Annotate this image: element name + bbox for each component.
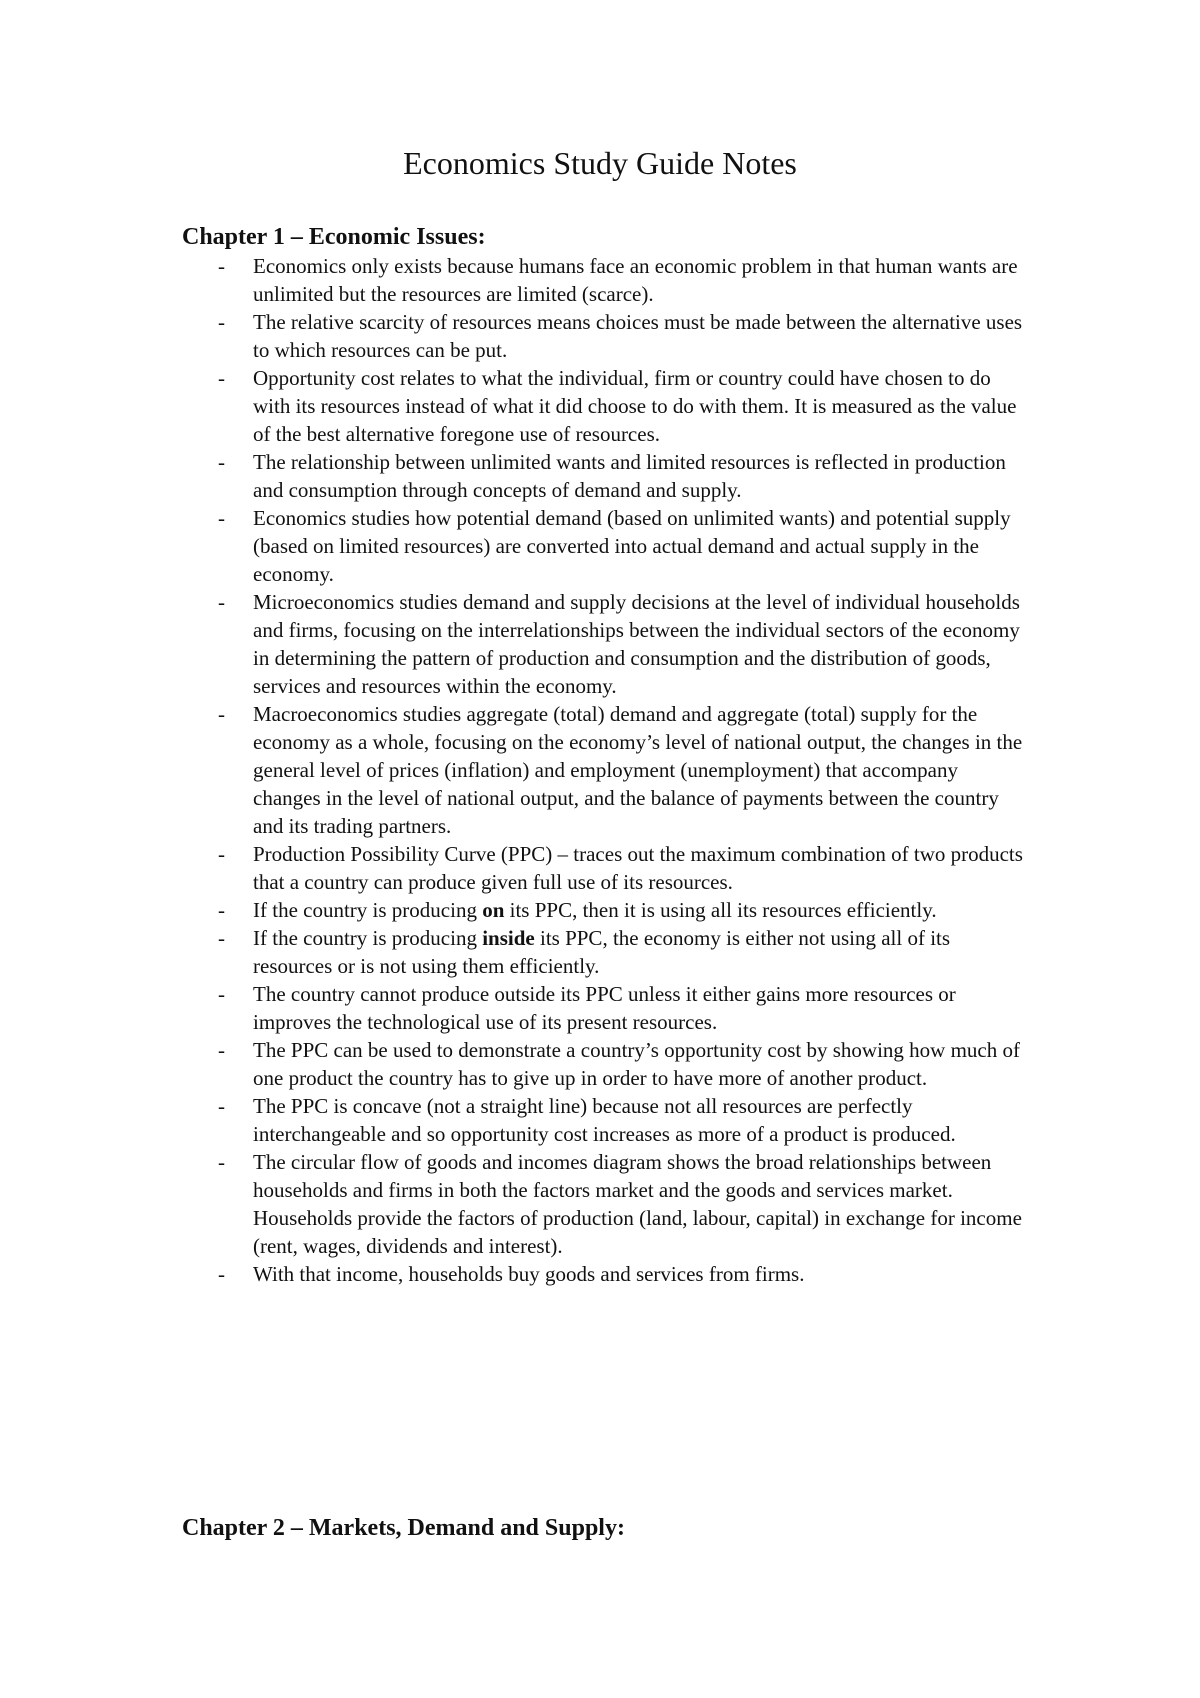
- list-item: [0, 1260, 1028, 1288]
- list-item: [0, 504, 1028, 588]
- bullet-dash: -: [218, 1150, 225, 1174]
- bullet-dash: -: [218, 366, 225, 390]
- list-item-text: [253, 926, 950, 978]
- bullet-dash: -: [218, 590, 225, 614]
- list-item: [0, 308, 1028, 364]
- list-item-text: The PPC can be used to demonstrate a country’s opportunity cost by showing how much of one product the country has to give up in order to have more of another product.: [253, 1038, 1020, 1090]
- list-item-text: Macroeconomics studies aggregate (total) demand and aggregate (total) supply for the economy as a whole, focusing on the economy’s level of national output, the changes in the general level of prices (inflation) and employment (unemployment) that accompany changes in the level of national output, and the balance of payments between the country and its trading partners.: [253, 702, 1023, 838]
- bullet-dash: -: [218, 1262, 225, 1286]
- list-item-text: Economics only exists because humans face an economic problem in that human wants are unlimited but the resources are limited (scarce).: [253, 254, 1018, 306]
- emphasis-text: inside: [482, 926, 535, 950]
- chapter-1-notes-list: [0, 252, 1200, 1288]
- text-segment: its PPC, then it is using all its resources efficiently.: [504, 898, 937, 922]
- text-segment: its PPC, the economy is either not using all of its resources or is not using them efficiently.: [253, 926, 951, 978]
- bullet-dash: -: [218, 926, 225, 950]
- list-item-text: The PPC is concave (not a straight line) because not all resources are perfectly interchangeable and so opportunity cost increases as more of a product is produced.: [253, 1094, 956, 1146]
- list-item: [0, 840, 1028, 896]
- bullet-dash: -: [218, 842, 225, 866]
- bullet-dash: -: [218, 254, 225, 278]
- list-item: [0, 700, 1028, 840]
- bullet-dash: -: [218, 982, 225, 1006]
- bullet-dash: -: [218, 450, 225, 474]
- emphasis-text: on: [482, 898, 505, 922]
- list-item-text: Production Possibility Curve (PPC) – traces out the maximum combination of two products that a country can produce given full use of its resources.: [253, 842, 1023, 894]
- list-item: [0, 1036, 1028, 1092]
- list-item: [0, 980, 1028, 1036]
- bullet-dash: -: [218, 506, 225, 530]
- text-segment: If the country is producing: [253, 898, 483, 922]
- text-segment: If the country is producing: [253, 926, 483, 950]
- document-title: Economics Study Guide Notes: [403, 145, 797, 181]
- list-item-text: The country cannot produce outside its PPC unless it either gains more resources or improves the technological use of its present resources.: [253, 982, 956, 1034]
- list-item: [0, 252, 1028, 308]
- bullet-dash: -: [218, 1094, 225, 1118]
- list-item: [0, 896, 1028, 924]
- list-item: [0, 1148, 1028, 1260]
- list-item: [0, 448, 1028, 504]
- bullet-dash: -: [218, 898, 225, 922]
- list-item-text: Economics studies how potential demand (based on unlimited wants) and potential supply (based on limited resources) are converted into actual demand and actual supply in the economy.: [253, 506, 1011, 586]
- list-item-text: Opportunity cost relates to what the individual, firm or country could have chosen to do with its resources instead of what it did choose to do with them. It is measured as the value of the best alternative foregone use of resources.: [253, 366, 1017, 446]
- list-item: [0, 924, 1028, 980]
- list-item-text: With that income, households buy goods and services from firms.: [253, 1262, 805, 1286]
- list-item: [0, 588, 1028, 700]
- list-item-text: The relationship between unlimited wants and limited resources is reflected in production and consumption through concepts of demand and supply.: [253, 450, 1006, 502]
- list-item: [0, 364, 1028, 448]
- list-item-text: The circular flow of goods and incomes diagram shows the broad relationships between households and firms in both the factors market and the goods and services market. Households provide the factors of production (land, labour, capital) in exchange for income (rent, wages, dividends and interest).: [253, 1150, 1022, 1258]
- chapter-2-heading: Chapter 2 – Markets, Demand and Supply:: [182, 1515, 625, 1541]
- bullet-dash: -: [218, 702, 225, 726]
- list-item: [0, 1092, 1028, 1148]
- bullet-dash: -: [218, 310, 225, 334]
- list-item-text: [253, 898, 937, 922]
- bullet-dash: -: [218, 1038, 225, 1062]
- chapter-1-heading: Chapter 1 – Economic Issues:: [182, 224, 486, 250]
- list-item-text: Microeconomics studies demand and supply decisions at the level of individual households and firms, focusing on the interrelationships between the individual sectors of the economy in determining the pattern of production and consumption and the distribution of goods, services and resources within the economy.: [253, 590, 1020, 698]
- list-item-text: The relative scarcity of resources means choices must be made between the alternative uses to which resources can be put.: [253, 310, 1023, 362]
